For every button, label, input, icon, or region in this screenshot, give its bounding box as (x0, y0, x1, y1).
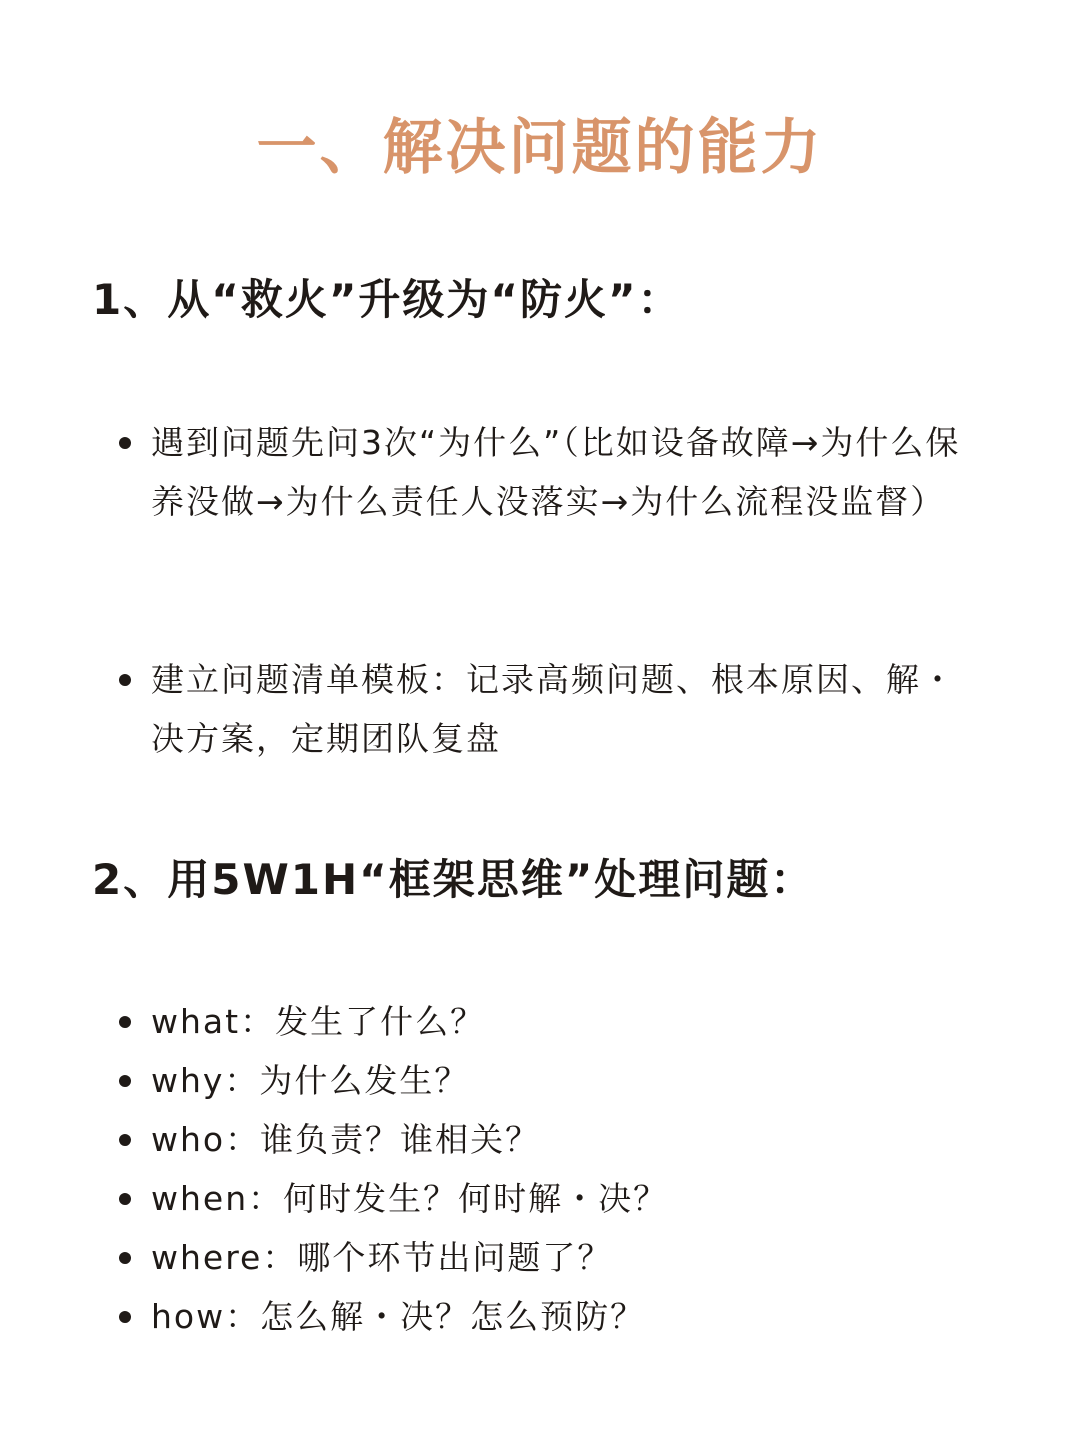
list-item-text: where：哪个环节出问题了？ (151, 1238, 613, 1277)
list-item-text: when：何时发生？何时解・决？ (151, 1179, 669, 1218)
list-item (115, 1287, 985, 1346)
section-1-heading: 1、从“救火”升级为“防火”： (92, 275, 682, 324)
bullet-dot-icon (119, 1252, 131, 1264)
list-item-text: who：谁负责？谁相关？ (151, 1120, 541, 1159)
list-item (115, 1169, 985, 1228)
section-2-heading: 2、用5W1H“框架思维”处理问题： (92, 855, 815, 904)
list-item-text: 遇到问题先问3次“为什么”（比如设备故障→为什么保养没做→为什么责任人没落实→为什么流程没监督） (151, 423, 961, 521)
bullet-dot-icon (119, 1016, 131, 1028)
bullet-dot-icon (119, 437, 131, 449)
list-item (115, 650, 985, 768)
list-item-text: 建立问题清单模板：记录高频问题、根本原因、解・决方案，定期团队复盘 (151, 660, 956, 758)
list-item-text: how：怎么解・决？怎么预防？ (151, 1297, 646, 1336)
bullet-dot-icon (119, 1193, 131, 1205)
list-item (115, 1110, 985, 1169)
section-2-bullet-list (115, 992, 985, 1346)
list-item (115, 1051, 985, 1110)
list-item (115, 1228, 985, 1287)
list-item (115, 992, 985, 1051)
section-1-bullet-1 (115, 413, 985, 531)
bullet-dot-icon (119, 1134, 131, 1146)
section-1-bullet-2 (115, 650, 985, 768)
page-title: 一、解决问题的能力 (256, 113, 824, 183)
bullet-dot-icon (119, 674, 131, 686)
list-item-text: what：发生了什么？ (151, 1002, 486, 1041)
list-item-text: why：为什么发生？ (151, 1061, 470, 1100)
bullet-dot-icon (119, 1311, 131, 1323)
bullet-dot-icon (119, 1075, 131, 1087)
list-item (115, 413, 985, 531)
